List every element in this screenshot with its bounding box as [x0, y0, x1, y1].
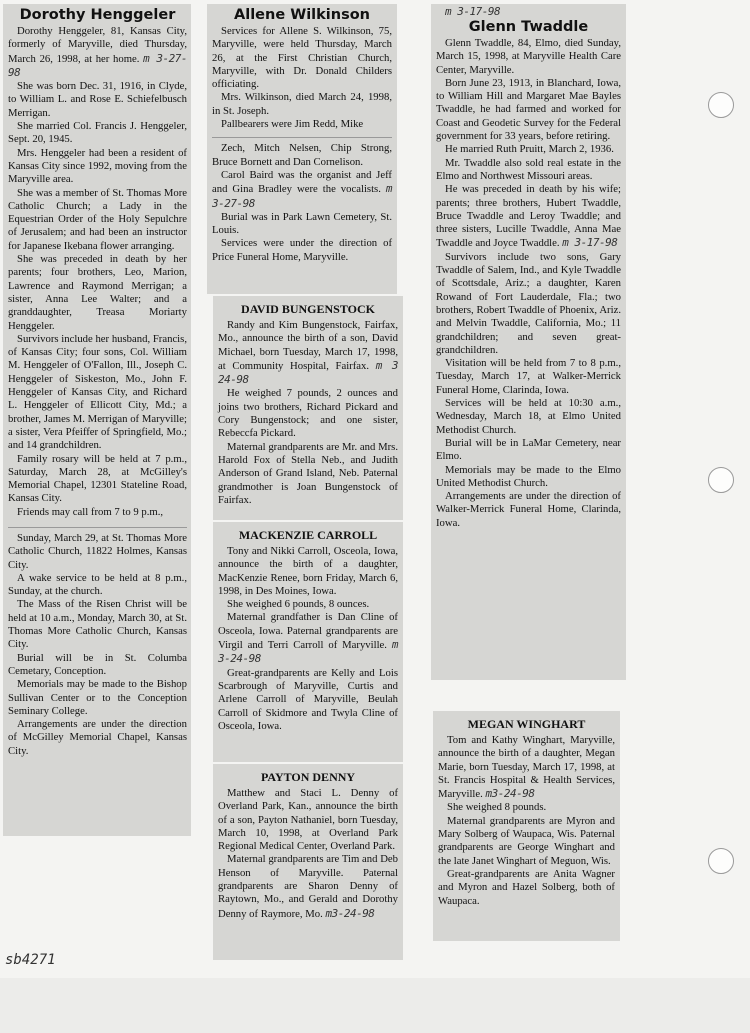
obituary-paragraph: Arrangements are under the direction of Walker-Merrick Funeral Home, Clarinda, Iowa.	[436, 490, 621, 529]
obituary-name: Dorothy Henggeler	[19, 7, 176, 23]
announcement-name: MEGAN WINGHART	[467, 717, 586, 731]
handwritten-date-note: m 3-17-98	[562, 236, 618, 250]
handwritten-date-note: m3-24-98	[325, 906, 375, 920]
handwritten-date-note: m 3-27-98	[8, 51, 188, 79]
announcement-name: DAVID BUNGENSTOCK	[241, 302, 375, 316]
obituary-paragraph: Mrs. Wilkinson, died March 24, 1998, in St. Joseph.	[212, 91, 392, 117]
archive-id-note: sb4271	[5, 952, 56, 968]
obituary-paragraph: Born June 23, 1913, in Blanchard, Iowa, to William Hill and Margaret Mae Bayles Twaddle, he had farmed and worked for Coast and Geodetic Survey for the Federal government for 33 years, before retiring.	[436, 76, 621, 143]
obituary-paragraph: Memorials may be made to the Elmo United Methodist Church.	[436, 463, 621, 489]
announcement-paragraph: Great-grandparents are Anita Wagner and Myron and Hazel Solberg, both of Waupaca.	[438, 867, 615, 907]
obituary-name: Allene Wilkinson	[234, 7, 370, 23]
obituary-paragraph: She was preceded in death by her parents; four brothers, Leo, Marion, Lawrence and Raymond Merrigan; a sister, Anna Lee Walter; and a granddaughter, Treasa Moriarty Henggeler.	[8, 253, 187, 332]
handwritten-date-note: m 3 24-98	[218, 358, 398, 387]
obituary-paragraph: Sunday, March 29, at St. Thomas More Catholic Church, 11822 Holmes, Kansas City.	[8, 527, 187, 572]
obituary-paragraph: Arrangements are under the direction of McGilley Memorial Chapel, Kansas City.	[8, 718, 187, 757]
handwritten-date-note: m 3-24-98	[218, 638, 398, 666]
punch-hole	[708, 848, 734, 874]
obituary-paragraph: Pallbearers were Jim Redd, Mike	[221, 118, 364, 131]
announcement-name: MACKENZIE CARROLL	[238, 528, 378, 542]
announcement-paragraph: Maternal grandparents are Tim and Deb Henson of Maryville. Paternal grandparents are Sharon Denny of Raytown, Mo., and Gerald and Dorothy Denny of Raymore, Mo. m3-24-98	[218, 853, 398, 920]
announcement-paragraph: Maternal grandfather is Dan Cline of Osceola, Iowa. Paternal grandparents are Virgil and Terri Carroll of Maryville. m 3-24-98	[218, 611, 398, 666]
obituary-paragraph: She married Col. Francis J. Henggeler, Sept. 20, 1945.	[8, 120, 187, 146]
obituary-paragraph: A wake service to be held at 8 p.m., Sunday, at the church.	[8, 571, 187, 598]
obituary-paragraph: Family rosary will be held at 7 p.m., Saturday, March 28, at McGilley's Memorial Chapel, 12301 Stateline Road, Kansas City.	[8, 452, 187, 505]
obituary-paragraph: Mrs. Henggeler had been a resident of Kansas City since 1992, moving from the Maryville area.	[8, 146, 187, 186]
obituary-paragraph: Burial will be in LaMar Cemetery, near Elmo.	[436, 436, 621, 463]
obituary-paragraph: Glenn Twaddle, 84, Elmo, died Sunday, March 15, 1998, at Maryville Health Care Center, Maryville.	[436, 37, 621, 76]
obituary-paragraph: Friends may call from 7 to 9 p.m.,	[17, 505, 164, 518]
birth-announcement-payton-denny	[213, 764, 403, 960]
obituary-allene-wilkinson	[207, 4, 397, 294]
obituary-paragraph: The Mass of the Risen Christ will be held at 10 a.m., Monday, March 30, at St. Thomas More Catholic Church, Kansas City.	[8, 598, 187, 651]
obituary-paragraph: Visitation will be held from 7 to 8 p.m., Tuesday, March 17, at Walker-Merrick Funeral Home, Clarinda, Iowa.	[436, 357, 621, 396]
announcement-paragraph: He weighed 7 pounds, 2 ounces and joins two brothers, Richard Pickard and Cory Bungenstock; and one sister, Rebeccfa Pickard.	[218, 387, 398, 440]
handwritten-date-note: m 3-27-98	[212, 182, 393, 210]
announcement-paragraph: Maternal grandparents are Mr. and Mrs. Harold Fox of Stella Neb., and Judith Anderson of Grand Island, Neb. Paternal grandmother is Joan Bungenstock of Fairfax.	[218, 440, 398, 506]
announcement-paragraph: Tony and Nikki Carroll, Osceola, Iowa, announce the birth of a daughter, MacKenzie Renee, born Friday, March 6, 1998, in Des Moines, Iowa.	[218, 545, 398, 597]
announcement-paragraph: Maternal grandparents are Myron and Mary Solberg of Waupaca, Wis. Paternal grandparents are George Winghart and the late Janet Winghart of Meguon, Wis.	[438, 814, 615, 867]
obituary-paragraph: He was preceded in death by his wife; parents; three brothers, Hubert Twaddle, Bruce Twaddle and Leroy Twaddle; and three sisters, Lucille Twaddle, Anna Mae Twaddle and Joyce Twaddle. m 3-17-98	[436, 183, 621, 250]
obituary-paragraph: Survivors include two sons, Gary Twaddle of Salem, Ind., and Kyle Twaddle of Scottsdale, Ariz.; a daughter, Karen Rowand of Fort Lauderdale, Fla.; two brothers, Robert Twaddle of Phoenix, Ariz. and Melvin Twaddle, California, Mo.; 11 grandchildren; and seven great-grandchildren.	[436, 250, 621, 356]
announcement-paragraph: She weighed 6 pounds, 8 ounces.	[227, 598, 370, 611]
obituary-paragraph: Services were under the direction of Price Funeral Home, Maryville.	[212, 237, 392, 263]
obituary-paragraph: Dorothy Henggeler, 81, Kansas City, formerly of Maryville, died Thursday, March 26, 1998, at her home. m 3-27-98	[8, 25, 188, 79]
handwritten-date-note: m 3-17-98	[445, 5, 501, 18]
obituary-paragraph: Memorials may be made to the Bishop Sullivan Center or to the Conception Seminary College.	[8, 678, 187, 717]
announcement-paragraph: Randy and Kim Bungenstock, Fairfax, Mo., announce the birth of a son, David Michael, born Tuesday, March 17, 1998, at Community Hospital, Fairfax. m 3 24-98	[218, 319, 398, 387]
handwritten-date-note: m3-24-98	[485, 787, 535, 801]
obituary-glenn-twaddle	[431, 4, 626, 680]
obituary-paragraph: Services will be held at 10:30 a.m., Wednesday, March 18, at Elmo United Methodist Church.	[436, 397, 621, 436]
punch-hole	[708, 92, 734, 118]
obituary-paragraph: Zech, Mitch Nelsen, Chip Strong, Bruce Bornett and Dan Cornelison.	[212, 137, 392, 169]
obituary-dorothy-henggeler	[3, 4, 191, 836]
announcement-paragraph: Great-grandparents are Kelly and Lois Scarbrough of Maryville, Curtis and Arlene Carroll of Maryville, Beulah Carroll of Skidmore and Twyla Cline of Osceola, Iowa.	[218, 666, 398, 732]
obituary-paragraph: Burial was in Park Lawn Cemetery, St. Louis.	[212, 210, 392, 237]
obituary-paragraph: Mr. Twaddle also sold real estate in the Elmo and Northwest Missouri areas.	[436, 156, 621, 182]
obituary-paragraph: She was a member of St. Thomas More Catholic Church; a Lady in the Equestrian Order of the Holy Sepulchre of Jerusalem; and had been an instructor for Japanese Ikebana flower arranging.	[8, 186, 187, 252]
obituary-paragraph: He married Ruth Pruitt, March 2, 1936.	[445, 143, 614, 156]
birth-announcement-mackenzie-carroll	[213, 522, 403, 762]
obituary-paragraph: Burial will be in St. Columba Cemetary, Conception.	[8, 651, 187, 677]
birth-announcement-david-bungenstock	[213, 296, 403, 520]
announcement-paragraph: Tom and Kathy Winghart, Maryville, announce the birth of a daughter, Megan Marie, born Tuesday, March 17, 1998, at St. Francis Hospital & Health Services, Maryville. m3-24-98	[438, 734, 615, 801]
obituary-paragraph: She was born Dec. 31, 1916, in Clyde, to William L. and Rose E. Schiefelbusch Merrigan.	[8, 80, 187, 119]
announcement-paragraph: Matthew and Staci L. Denny of Overland Park, Kan., announce the birth of a son, Payton Nathaniel, born Tuesday, March 10, 1998, at Overland Park Regional Medical Center, Overland Park.	[218, 787, 398, 853]
obituary-paragraph: Carol Baird was the organist and Jeff and Gina Bradley were the vocalists. m 3-27-98	[212, 168, 393, 210]
scan-bottom-strip	[0, 978, 750, 1033]
obituary-paragraph: Survivors include her husband, Francis, of Kansas City; four sons, Col. William M. Henggeler of O'Fallon, Ill., Joseph C. Henggeler of Siskeston, Mo., John F. Henggeler of Kansas City, and Richard L. Henggeler of Ellicott City, Md.; a brother, James M. Merrigan of Maryville; a sister, Vera Pfeiffer of Springfield, Mo.; and 14 grandchildren.	[8, 332, 187, 452]
obituary-paragraph: Services for Allene S. Wilkinson, 75, Maryville, were held Thursday, March 26, at the First Christian Church, Maryville, with Dr. Donald Childers officiating.	[212, 25, 392, 91]
announcement-paragraph: She weighed 8 pounds.	[447, 801, 547, 814]
obituary-name: Glenn Twaddle	[468, 19, 589, 35]
announcement-name: PAYTON DENNY	[260, 770, 356, 784]
punch-hole	[708, 467, 734, 493]
birth-announcement-megan-winghart	[433, 711, 620, 941]
